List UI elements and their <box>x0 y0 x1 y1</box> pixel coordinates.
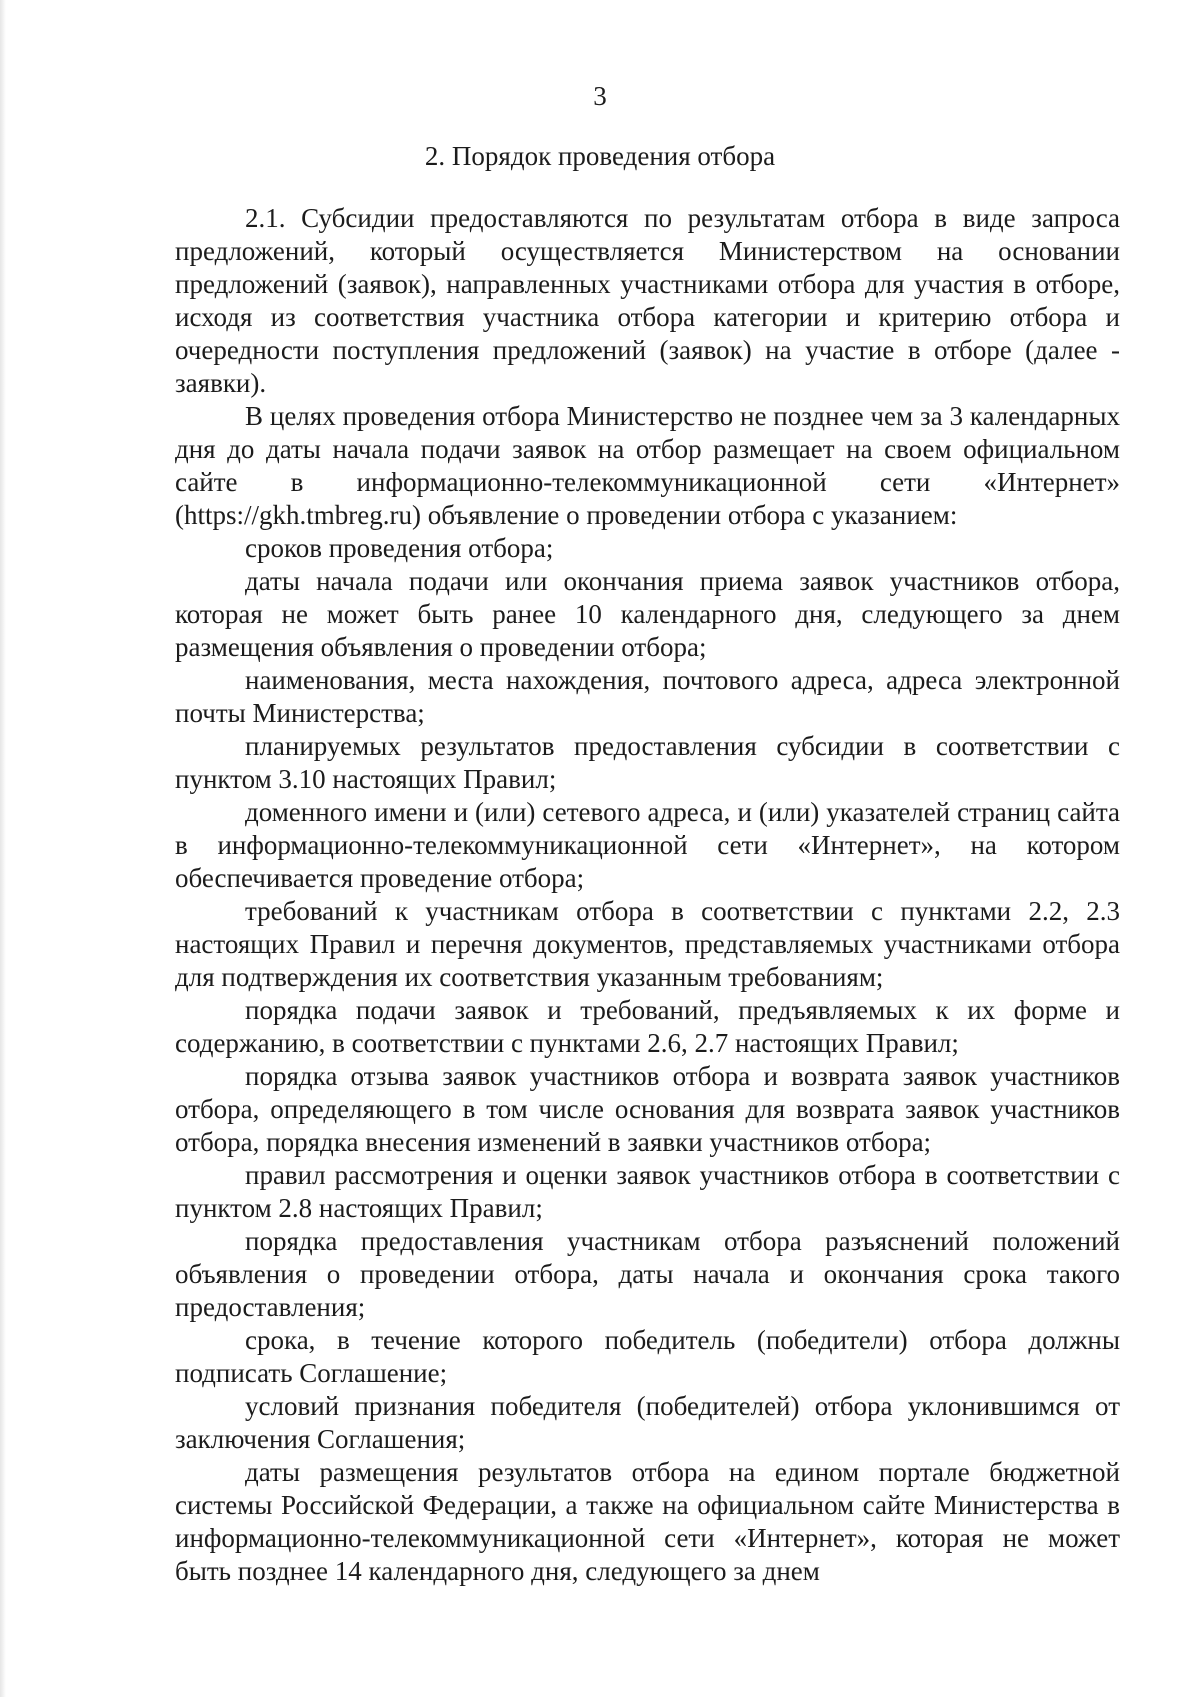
list-item-results-publication: даты размещения результатов отбора на едином портале бюджетной системы Российской Федерации, а также на официальном сайте Министерства в информационно-телекоммуникационной сети «Интернет», которая не может быть позднее 14 календарного дня, следующего за днем <box>175 1457 1120 1586</box>
list-item-signing-deadline: срока, в течение которого победитель (победители) отбора должны подписать Соглашение; <box>175 1325 1120 1388</box>
list-item-submission-procedure: порядка подачи заявок и требований, предъявляемых к их форме и содержанию, в соответствии с пунктами 2.6, 2.7 настоящих Правил; <box>175 995 1120 1058</box>
list-item-selection-terms: сроков проведения отбора; <box>245 533 554 563</box>
list-item-evasion-conditions: условий признания победителя (победителей) отбора уклонившимся от заключения Соглашения; <box>175 1391 1120 1454</box>
list-item-review-rules: правил рассмотрения и оценки заявок участников отбора в соответствии с пунктом 2.8 настоящих Правил; <box>175 1160 1120 1223</box>
list-item-planned-results: планируемых результатов предоставления субсидии в соответствии с пунктом 3.10 настоящих Правил; <box>175 731 1120 794</box>
paragraph-2-1: 2.1. Субсидии предоставляются по результатам отбора в виде запроса предложений, который осуществляется Министерством на основании предложений (заявок), направленных участниками отбора для участия в отборе, исходя из соответствия участника отбора категории и критерию отбора и очередности поступления предложений (заявок) на участие в отборе (далее - заявки). <box>175 203 1120 398</box>
paragraph-announcement-intro: В целях проведения отбора Министерство не позднее чем за 3 календарных дня до даты начала подачи заявок на отбор размещает на своем официальном сайте в информационно-телекоммуникационной сети «Интернет» (https://gkh.tmbreg.ru) объявление о проведении отбора с указанием: <box>175 401 1120 530</box>
list-item-application-dates: даты начала подачи или окончания приема заявок участников отбора, которая не может быть ранее 10 календарного дня, следующего за днем размещения объявления о проведении отбора; <box>175 566 1120 662</box>
list-item-withdrawal-procedure: порядка отзыва заявок участников отбора и возврата заявок участников отбора, определяющего в том числе основания для возврата заявок участников отбора, порядка внесения изменений в заявки участников отбора; <box>175 1061 1120 1157</box>
list-item-ministry-address: наименования, места нахождения, почтового адреса, адреса электронной почты Министерства; <box>175 665 1120 728</box>
section-title: 2. Порядок проведения отбора <box>424 141 776 171</box>
page-number: 3 <box>593 81 607 111</box>
list-item-participant-requirements: требований к участникам отбора в соответствии с пунктами 2.2, 2.3 настоящих Правил и перечня документов, представляемых участниками отбора для подтверждения их соответствия указанным требованиям; <box>175 896 1120 992</box>
scan-edge-shadow <box>0 0 6 1697</box>
body-text <box>175 202 1120 1588</box>
list-item-clarifications: порядка предоставления участникам отбора разъяснений положений объявления о проведении отбора, даты начала и окончания срока такого предоставления; <box>175 1226 1120 1322</box>
list-item-domain-name: доменного имени и (или) сетевого адреса, и (или) указателей страниц сайта в информационно-телекоммуникационной сети «Интернет», на котором обеспечивается проведение отбора; <box>175 797 1120 893</box>
